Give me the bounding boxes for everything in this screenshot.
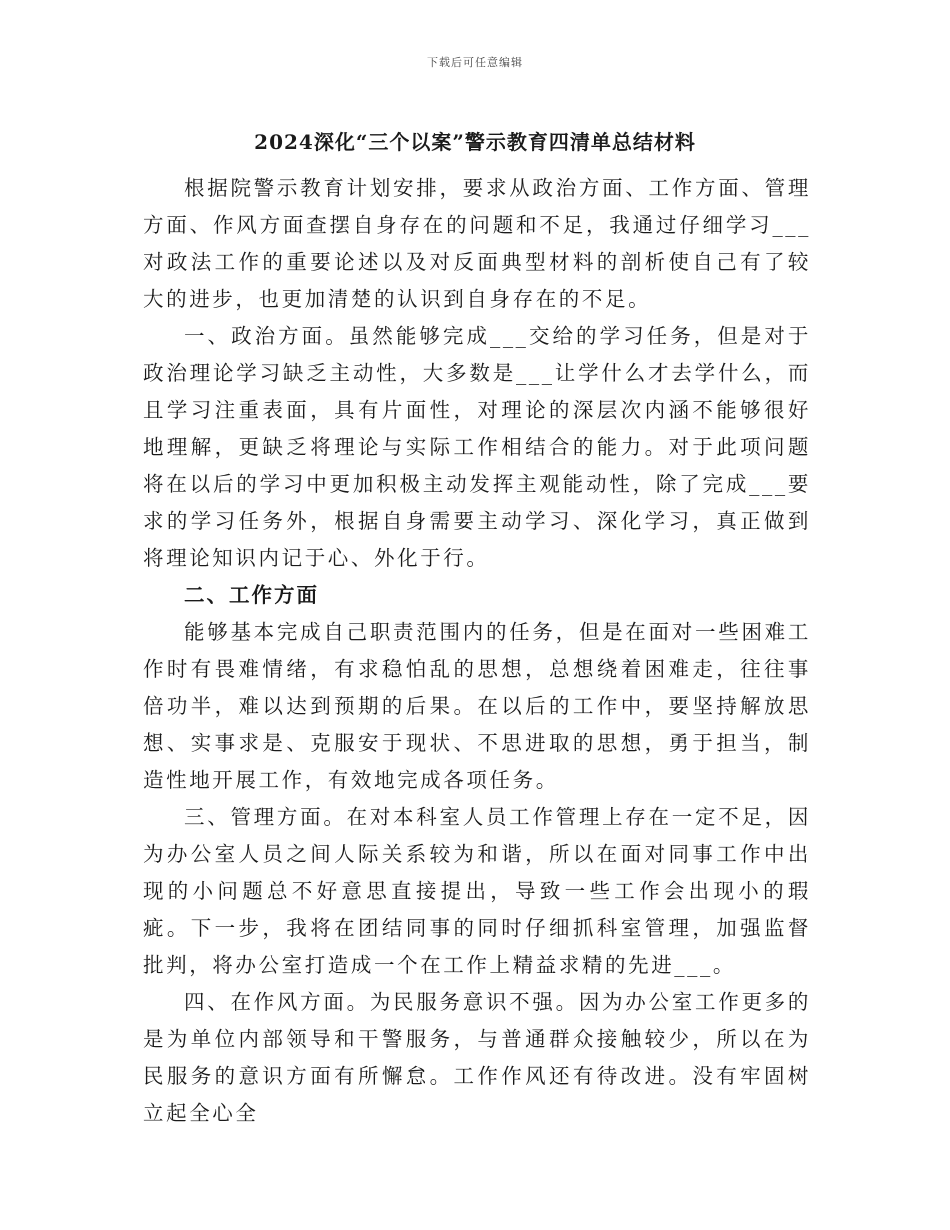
paragraph-political: 一、政治方面。虽然能够完成___交给的学习任务，但是对于政治理论学习缺乏主动性，大多数是___让学什么才去学什么，而且学习注重表面，具有片面性，对理论的深层次内涵不能够很好地理解，更缺乏将理论与实际工作相结合的能力。对于此项问题将在以后的学习中更加积极主动发挥主观能动性，除了完成___要求的学习任务外，根据自身需要主动学习、深化学习，真正做到将理论知识内记于心、外化于行。	[143, 324, 811, 570]
paragraph-style: 四、在作风方面。为民服务意识不强。因为办公室工作更多的是为单位内部领导和干警服务，与普通群众接触较少，所以在为民服务的意识方面有所懈怠。工作作风还有待改进。没有牢固树立起全心全	[143, 990, 811, 1125]
paragraph-work: 能够基本完成自己职责范围内的任务，但是在面对一些困难工作时有畏难情绪，有求稳怕乱的思想，总想绕着困难走，往往事倍功半，难以达到预期的后果。在以后的工作中，要坚持解放思想、实事求是、克服安于现状、不思进取的思想，勇于担当，制造性地开展工作，有效地完成各项任务。	[143, 620, 811, 792]
paragraph-management: 三、管理方面。在对本科室人员工作管理上存在一定不足，因为办公室人员之间人际关系较为和谐，所以在面对同事工作中出现的小问题总不好意思直接提出，导致一些工作会出现小的瑕疵。下一步，我将在团结同事的同时仔细抓科室管理，加强监督批判，将办公室打造成一个在工作上精益求精的先进___。	[143, 805, 811, 977]
section-heading-work: 二、工作方面	[184, 583, 319, 607]
document-title: 2024深化“三个以案”警示教育四清单总结材料	[254, 130, 696, 154]
paragraph-intro: 根据院警示教育计划安排，要求从政治方面、工作方面、管理方面、作风方面查摆自身存在的问题和不足，我通过仔细学习___对政法工作的重要论述以及对反面典型材料的剖析使自己有了较大的进步，也更加清楚的认识到自身存在的不足。	[143, 176, 811, 311]
header-note: 下载后可任意编辑	[427, 56, 523, 69]
document-body	[143, 170, 811, 1132]
